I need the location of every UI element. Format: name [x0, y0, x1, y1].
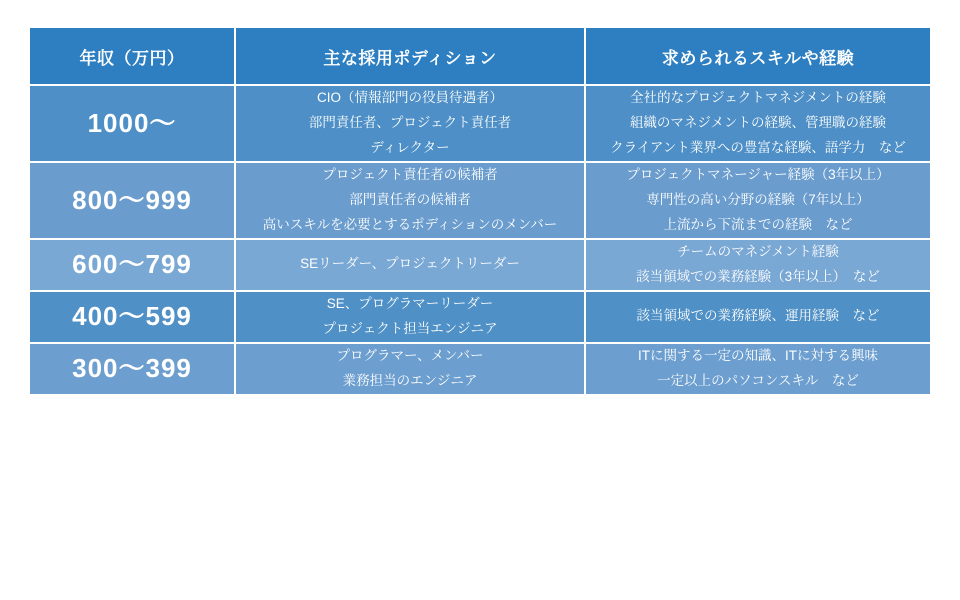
position-line: 高いスキルを必要とするポディションのメンバー — [262, 216, 558, 232]
position-line: SE、プログラマーリーダー — [326, 295, 494, 311]
position-line: 業務担当のエンジニア — [342, 372, 478, 388]
table-row — [30, 161, 930, 238]
cell-skills — [586, 342, 930, 394]
cell-positions — [236, 84, 586, 161]
skill-line: チームのマネジメント経験 — [677, 243, 839, 259]
skill-line: プロジェクトマネージャー経験（3年以上） — [626, 166, 890, 182]
cell-skills — [586, 161, 930, 238]
table-row — [30, 84, 930, 161]
cell-salary: 400〜599 — [30, 290, 236, 342]
skill-line: 該当領域での業務経験（3年以上） など — [636, 268, 880, 284]
skill-line: クライアント業界への豊富な経験、語学力 など — [610, 139, 906, 155]
cell-salary: 1000〜 — [30, 84, 236, 161]
position-line: 部門責任者、プロジェクト責任者 — [308, 114, 512, 130]
table-body — [30, 84, 930, 394]
skill-line: 組織のマネジメントの経験、管理職の経験 — [629, 114, 887, 130]
cell-positions — [236, 290, 586, 342]
table-header-row — [30, 28, 930, 84]
position-line: SEリーダー、プロジェクトリーダー — [300, 256, 520, 272]
position-line: プロジェクト責任者の候補者 — [322, 166, 498, 182]
column-header-skills: 求められるスキルや経験 — [586, 28, 930, 84]
cell-positions — [236, 342, 586, 394]
column-header-salary: 年収（万円） — [30, 28, 236, 84]
position-line: CIO（情報部門の役員待遇者） — [316, 90, 503, 105]
table-row — [30, 342, 930, 394]
table-header — [30, 28, 930, 84]
table-row — [30, 238, 930, 290]
cell-salary: 600〜799 — [30, 238, 236, 290]
cell-skills — [586, 290, 930, 342]
skill-line: ITに関する一定の知識、ITに対する興味 — [638, 347, 878, 363]
skill-line: 全社的なプロジェクトマネジメントの経験 — [630, 90, 886, 105]
cell-salary: 300〜399 — [30, 342, 236, 394]
cell-positions — [236, 238, 586, 290]
cell-skills — [586, 238, 930, 290]
position-line: プログラマー、メンバー — [336, 347, 484, 363]
salary-position-table — [30, 28, 930, 394]
cell-salary: 800〜999 — [30, 161, 236, 238]
skill-line: 専門性の高い分野の経験（7年以上） — [646, 191, 870, 207]
position-line: 部門責任者の候補者 — [349, 191, 471, 207]
skill-line: 上流から下流までの経験 など — [663, 216, 853, 232]
cell-skills — [586, 84, 930, 161]
skill-line: 一定以上のパソコンスキル など — [657, 372, 859, 388]
position-line: プロジェクト担当エンジニア — [322, 320, 498, 336]
cell-positions — [236, 161, 586, 238]
skill-line: 該当領域での業務経験、運用経験 など — [636, 308, 880, 324]
column-header-positions: 主な採用ポディション — [236, 28, 586, 84]
table-row — [30, 290, 930, 342]
position-line: ディレクター — [370, 139, 450, 155]
